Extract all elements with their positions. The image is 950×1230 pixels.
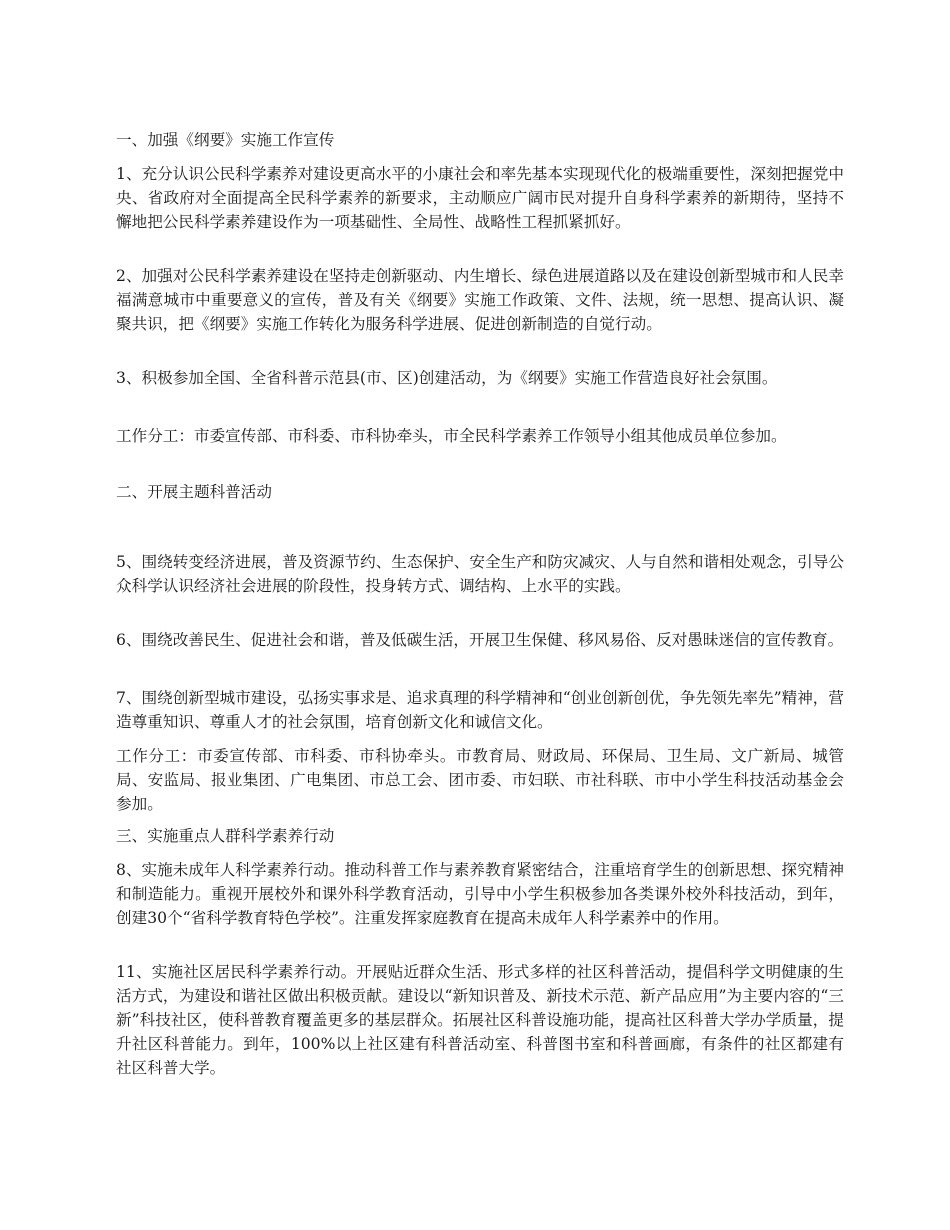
paragraph-3: 3、积极参加全国、全省科普示范县(市、区)创建活动，为《纲要》实施工作营造良好社会氛围。 <box>116 369 778 387</box>
paragraph-4: 工作分工：市委宣传部、市科委、市科协牵头，市全民科学素养工作领导小组其他成员单位参加。 <box>116 427 787 445</box>
paragraph-5: 5、围绕转变经济进展，普及资源节约、生态保护、安全生产和防灾减灾、人与自然和谐相处观念，引导公众科学认识经济社会进展的阶段性，投身转方式、调结构、上水平的实践。 <box>116 553 844 595</box>
paragraph-1: 1、充分认识公民科学素养对建设更高水平的小康社会和率先基本实现现代化的极端重要性，深刻把握党中央、省政府对全面提高全民科学素养的新要求，主动顺应广阔市民对提升自身科学素养的新期待，坚持不懈地把公民科学素养建设作为一项基础性、全局性、战略性工程抓紧抓好。 <box>116 165 844 231</box>
section-heading-2: 二、开展主题科普活动 <box>116 483 272 501</box>
paragraph-2: 2、加强对公民科学素养建设在坚持走创新驱动、内生增长、绿色进展道路以及在建设创新型城市和人民幸福满意城市中重要意义的宣传，普及有关《纲要》实施工作政策、文件、法规，统一思想、提高认识、凝聚共识，把《纲要》实施工作转化为服务科学进展、促进创新制造的自觉行动。 <box>116 267 844 333</box>
paragraph-9: 8、实施未成年人科学素养行动。推动科普工作与素养教育紧密结合，注重培育学生的创新思想、探究精神和制造能力。重视开展校外和课外科学教育活动，引导中小学生积极参加各类课外校外科技活动，到年，创建30个“省科学教育特色学校”。注重发挥家庭教育在提高未成年人科学素养中的作用。 <box>116 861 844 927</box>
paragraph-7: 7、围绕创新型城市建设，弘扬实事求是、追求真理的科学精神和“创业创新创优，争先领先率先”精神，营造尊重知识、尊重人才的社会氛围，培育创新文化和诚信文化。 <box>116 689 844 731</box>
paragraph-6: 6、围绕改善民生、促进社会和谐，普及低碳生活，开展卫生保健、移风易俗、反对愚昧迷信的宣传教育。 <box>116 631 844 649</box>
paragraph-10: 11、实施社区居民科学素养行动。开展贴近群众生活、形式多样的社区科普活动，提倡科学文明健康的生活方式，为建设和谐社区做出积极贡献。建设以“新知识普及、新技术示范、新产品应用”为主要内容的“三新”科技社区，使科普教育覆盖更多的基层群众。拓展社区科普设施功能，提高社区科普大学办学质量，提升社区科普能力。到年，100%以上社区建有科普活动室、科普图书室和科普画廊，有条件的社区都建有社区科普大学。 <box>116 963 844 1077</box>
paragraph-8: 工作分工：市委宣传部、市科委、市科协牵头。市教育局、财政局、环保局、卫生局、文广新局、城管局、安监局、报业集团、广电集团、市总工会、团市委、市妇联、市社科联、市中小学生科技活动基金会参加。 <box>116 747 844 813</box>
section-heading-1: 一、加强《纲要》实施工作宣传 <box>116 131 335 149</box>
section-heading-3: 三、实施重点人群科学素养行动 <box>116 827 335 845</box>
